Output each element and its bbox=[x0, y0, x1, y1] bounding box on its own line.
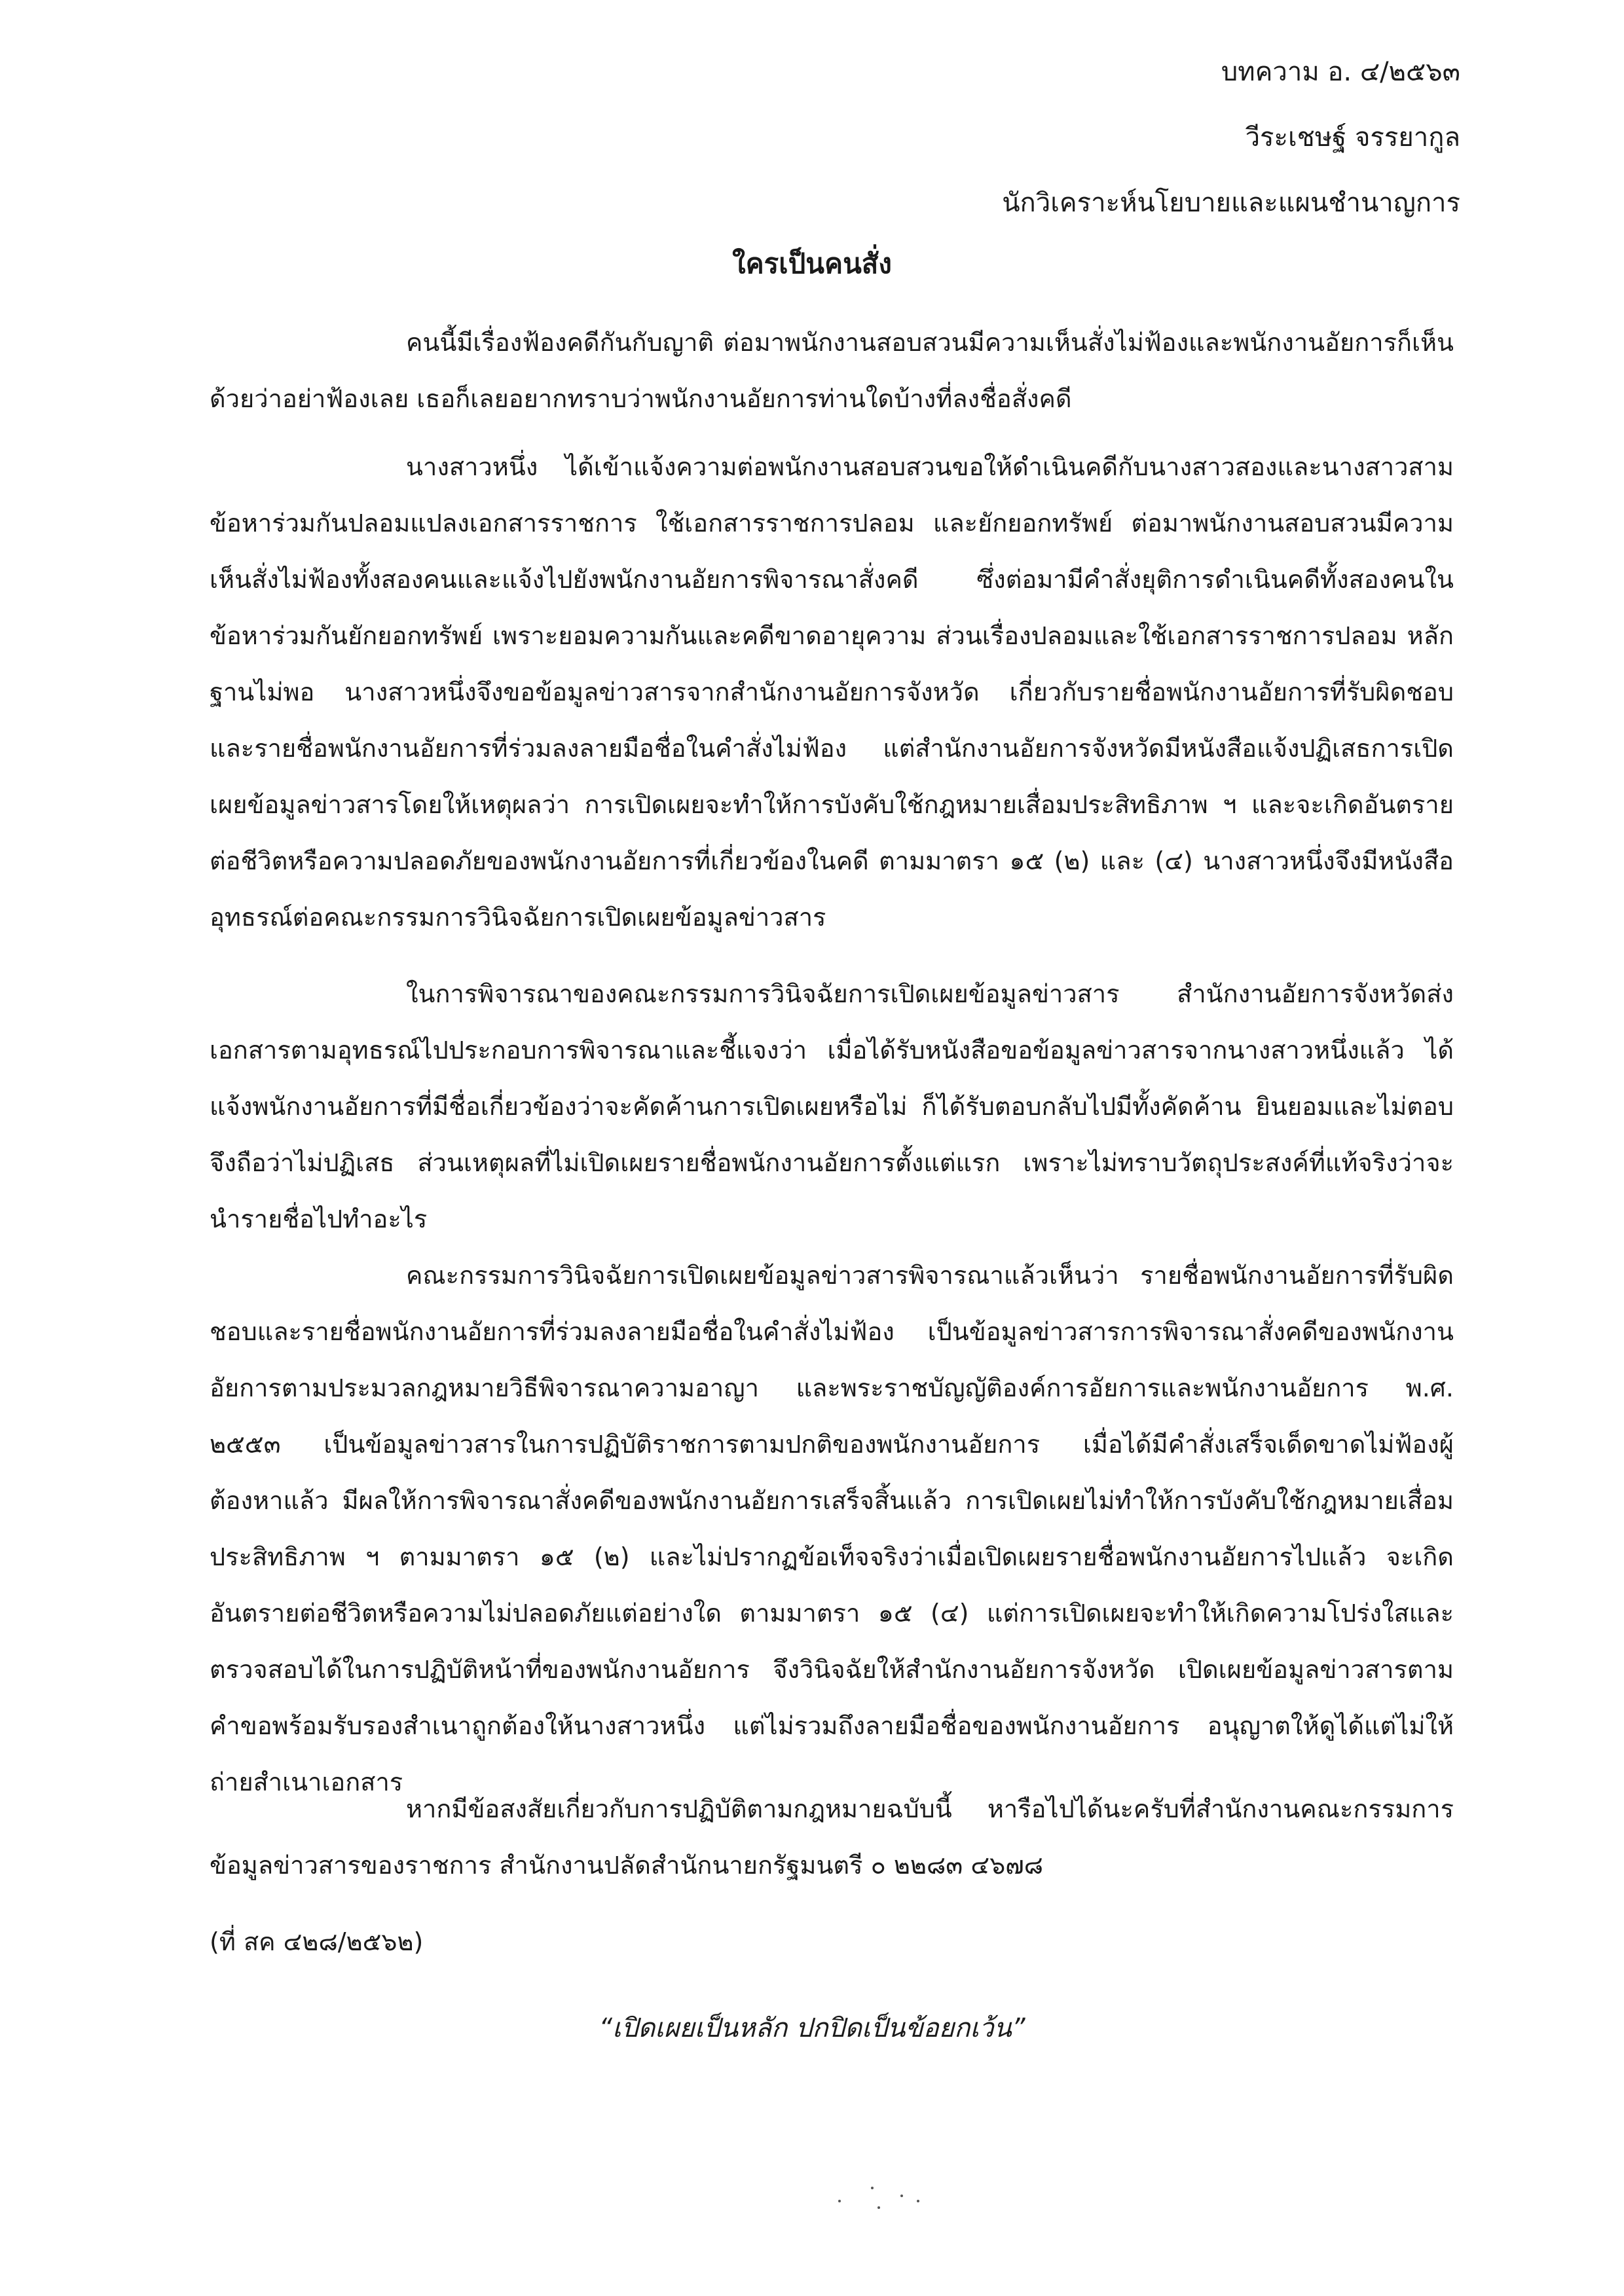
closing-slogan: “เปิดเผยเป็นหลัก ปกปิดเป็นข้อยกเว้น” bbox=[599, 2013, 1025, 2043]
body-paragraph-2 bbox=[210, 439, 1454, 945]
body-paragraph-4 bbox=[210, 1247, 1454, 1810]
article-header bbox=[1002, 39, 1460, 236]
body-paragraph-1 bbox=[210, 314, 1454, 427]
scan-specks bbox=[832, 2180, 936, 2219]
article-number: บทความ อ. ๔/๒๕๖๓ bbox=[1221, 57, 1460, 87]
paragraph-text: ในการพิจารณาของคณะกรรมการวินิจฉัยการเปิดเผยข้อมูลข่าวสาร สำนักงานอัยการจังหวัดส่งเอกสารตามอุทธรณ์ไปประกอบการพิจารณาและชี้แจงว่า เมื่อได้รับหนังสือขอข้อมูลข่าวสารจากนางสาวหนึ่งแล้ว ได้แจ้งพนักงานอัยการที่มีชื่อเกี่ยวข้องว่าจะคัดค้านการเปิดเผยหรือไม่ ก็ได้รับตอบกลับไปมีทั้งคัดค้าน ยินยอมและไม่ตอบจึงถือว่าไม่ปฏิเสธ ส่วนเหตุผลที่ไม่เปิดเผยรายชื่อพนักงานอัยการตั้งแต่แรก เพราะไม่ทราบวัตถุประสงค์ที่แท้จริงว่าจะนำรายชื่อไปทำอะไร bbox=[210, 979, 1454, 1233]
author-position: นักวิเคราะห์นโยบายและแผนชำนาญการ bbox=[1002, 188, 1460, 218]
author-name: วีระเชษฐ์ จรรยากูล bbox=[1245, 122, 1460, 153]
reference-number: (ที่ สค ๔๒๘/๒๕๖๒) bbox=[210, 1927, 424, 1956]
article-title: ใครเป็นคนสั่ง bbox=[732, 247, 892, 280]
paragraph-text: นางสาวหนึ่ง ได้เข้าแจ้งความต่อพนักงานสอบสวนขอให้ดำเนินคดีกับนางสาวสองและนางสาวสาม ข้อหาร่วมกันปลอมแปลงเอกสารราชการ ใช้เอกสารราชการปลอม และยักยอกทรัพย์ ต่อมาพนักงานสอบสวนมีความเห็นสั่งไม่ฟ้องทั้งสองคนและแจ้งไปยังพนักงานอัยการพิจารณาสั่งคดี ซึ่งต่อมามีคำสั่งยุติการดำเนินคดีทั้งสองคนในข้อหาร่วมกันยักยอกทรัพย์ เพราะยอมความกันและคดีขาดอายุความ ส่วนเรื่องปลอมและใช้เอกสารราชการปลอม หลักฐานไม่พอ นางสาวหนึ่งจึงขอข้อมูลข่าวสารจากสำนักงานอัยการจังหวัด เกี่ยวกับรายชื่อพนักงานอัยการที่รับผิดชอบและรายชื่อพนักงานอัยการที่ร่วมลงลายมือชื่อในคำสั่งไม่ฟ้อง แต่สำนักงานอัยการจังหวัดมีหนังสือแจ้งปฏิเสธการเปิดเผยข้อมูลข่าวสารโดยให้เหตุผลว่า การเปิดเผยจะทำให้การบังคับใช้กฎหมายเสื่อมประสิทธิภาพ ฯ และจะเกิดอันตรายต่อชีวิตหรือความปลอดภัยของพนักงานอัยการที่เกี่ยวข้องในคดี ตามมาตรา ๑๕ (๒) และ (๔) นางสาวหนึ่งจึงมีหนังสืออุทธรณ์ต่อคณะกรรมการวินิจฉัยการเปิดเผยข้อมูลข่าวสาร bbox=[210, 452, 1454, 932]
paragraph-text: คณะกรรมการวินิจฉัยการเปิดเผยข้อมูลข่าวสารพิจารณาแล้วเห็นว่า รายชื่อพนักงานอัยการที่รับผิดชอบและรายชื่อพนักงานอัยการที่ร่วมลงลายมือชื่อในคำสั่งไม่ฟ้อง เป็นข้อมูลข่าวสารการพิจารณาสั่งคดีของพนักงานอัยการตามประมวลกฎหมายวิธีพิจารณาความอาญา และพระราชบัญญัติองค์การอัยการและพนักงานอัยการ พ.ศ. ๒๕๕๓ เป็นข้อมูลข่าวสารในการปฏิบัติราชการตามปกติของพนักงานอัยการ เมื่อได้มีคำสั่งเสร็จเด็ดขาดไม่ฟ้องผู้ต้องหาแล้ว มีผลให้การพิจารณาสั่งคดีของพนักงานอัยการเสร็จสิ้นแล้ว การเปิดเผยไม่ทำให้การบังคับใช้กฎหมายเสื่อมประสิทธิภาพ ฯ ตามมาตรา ๑๕ (๒) และไม่ปรากฏข้อเท็จจริงว่าเมื่อเปิดเผยรายชื่อพนักงานอัยการไปแล้ว จะเกิดอันตรายต่อชีวิตหรือความไม่ปลอดภัยแต่อย่างใด ตามมาตรา ๑๕ (๔) แต่การเปิดเผยจะทำให้เกิดความโปร่งใสและตรวจสอบได้ในการปฏิบัติหน้าที่ของพนักงานอัยการ จึงวินิจฉัยให้สำนักงานอัยการจังหวัด เปิดเผยข้อมูลข่าวสารตามคำขอพร้อมรับรองสำเนาถูกต้องให้นางสาวหนึ่ง แต่ไม่รวมถึงลายมือชื่อของพนักงานอัยการ อนุญาตให้ดูได้แต่ไม่ให้ถ่ายสำเนาเอกสาร bbox=[210, 1261, 1454, 1796]
body-paragraph-5 bbox=[210, 1781, 1454, 1893]
body-paragraph-3 bbox=[210, 966, 1454, 1247]
paragraph-text: หากมีข้อสงสัยเกี่ยวกับการปฏิบัติตามกฎหมายฉบับนี้ หารือไปได้นะครับที่สำนักงานคณะกรรมการข้อมูลข่าวสารของราชการ สำนักงานปลัดสำนักนายกรัฐมนตรี ๐ ๒๒๘๓ ๔๖๗๘ bbox=[210, 1795, 1454, 1880]
paragraph-text: คนนี้มีเรื่องฟ้องคดีกันกับญาติ ต่อมาพนักงานสอบสวนมีความเห็นสั่งไม่ฟ้องและพนักงานอัยการก็เห็นด้วยว่าอย่าฟ้องเลย เธอก็เลยอยากทราบว่าพนักงานอัยการท่านใดบ้างที่ลงชื่อสั่งคดี bbox=[210, 328, 1454, 413]
